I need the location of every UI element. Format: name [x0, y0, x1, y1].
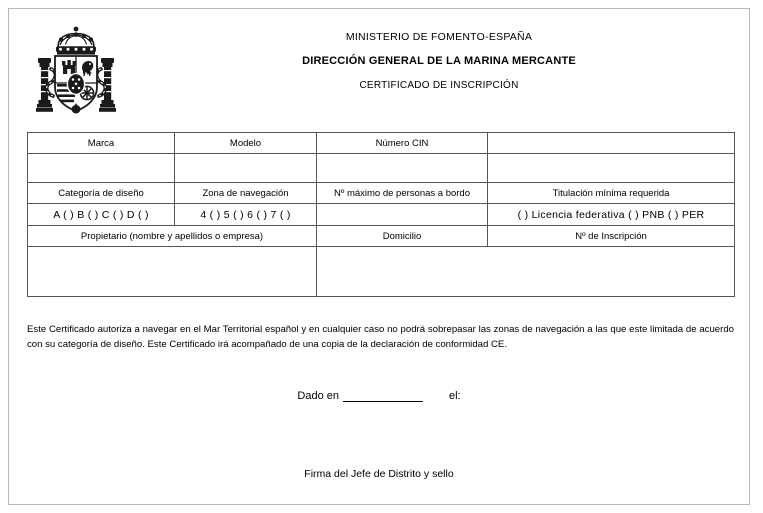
table-row-headers-2 [28, 183, 735, 204]
field-maximo-personas[interactable] [317, 204, 488, 226]
certificate-page [8, 8, 750, 505]
options-categoria-diseno[interactable]: A ( ) B ( ) C ( ) D ( ) [28, 204, 175, 226]
header-modelo: Modelo [175, 133, 317, 154]
header-propietario: Propietario (nombre y apellidos o empresa) [28, 226, 317, 247]
header-numero-cin: Número CIN [317, 133, 488, 154]
header-categoria-diseno: Categoría de diseño [28, 183, 175, 204]
field-numero-cin[interactable] [317, 154, 488, 183]
inscription-form-table [27, 132, 735, 297]
table-row-headers-3 [28, 226, 735, 247]
el-label: el: [448, 390, 461, 402]
spain-coat-of-arms-icon [27, 25, 125, 120]
field-extra[interactable] [488, 154, 735, 183]
table-row-values-1 [28, 154, 735, 183]
header-titles [159, 31, 719, 91]
header-marca: Marca [28, 133, 175, 154]
certificate-body-text: Este Certificado autoriza a navegar en el Mar Territorial español y en cualquier caso no podrá sobrepasar las zonas de navegación a las que este limitada de acuerdo con su categoría de diseño. Este Certificado irá acompañado de una copia de la declaración de conformidad CE. [27, 324, 734, 350]
field-propietario[interactable] [28, 247, 317, 297]
header-numero-inscripcion: Nº de Inscripción [488, 226, 735, 247]
table-row-headers-1 [28, 133, 735, 154]
table-row-options [28, 204, 735, 226]
table-row-values-3 [28, 247, 735, 297]
dado-en-blank[interactable] [343, 390, 423, 402]
options-zona-navegacion[interactable]: 4 ( ) 5 ( ) 6 ( ) 7 ( ) [175, 204, 317, 226]
field-domicilio-inscripcion[interactable] [317, 247, 735, 297]
direction-title: DIRECCIÓN GENERAL DE LA MARINA MERCANTE [302, 55, 576, 67]
ministry-title: MINISTERIO DE FOMENTO-ESPAÑA [345, 31, 533, 43]
header-zona-navegacion: Zona de navegación [175, 183, 317, 204]
header-extra [488, 133, 735, 154]
document-header [9, 9, 749, 119]
header-maximo-personas: Nº máximo de personas a bordo [317, 183, 488, 204]
field-marca[interactable] [28, 154, 175, 183]
signature-label: Firma del Jefe de Distrito y sello [304, 468, 454, 480]
field-modelo[interactable] [175, 154, 317, 183]
options-titulacion-minima[interactable]: ( ) Licencia federativa ( ) PNB ( ) PER [488, 204, 735, 226]
certificate-title: CERTIFICADO DE INSCRIPCIÓN [359, 80, 519, 91]
header-domicilio: Domicilio [317, 226, 488, 247]
dado-en-label: Dado en [297, 390, 339, 402]
dado-en-line [9, 390, 749, 402]
header-titulacion-minima: Titulación mínima requerida [488, 183, 735, 204]
